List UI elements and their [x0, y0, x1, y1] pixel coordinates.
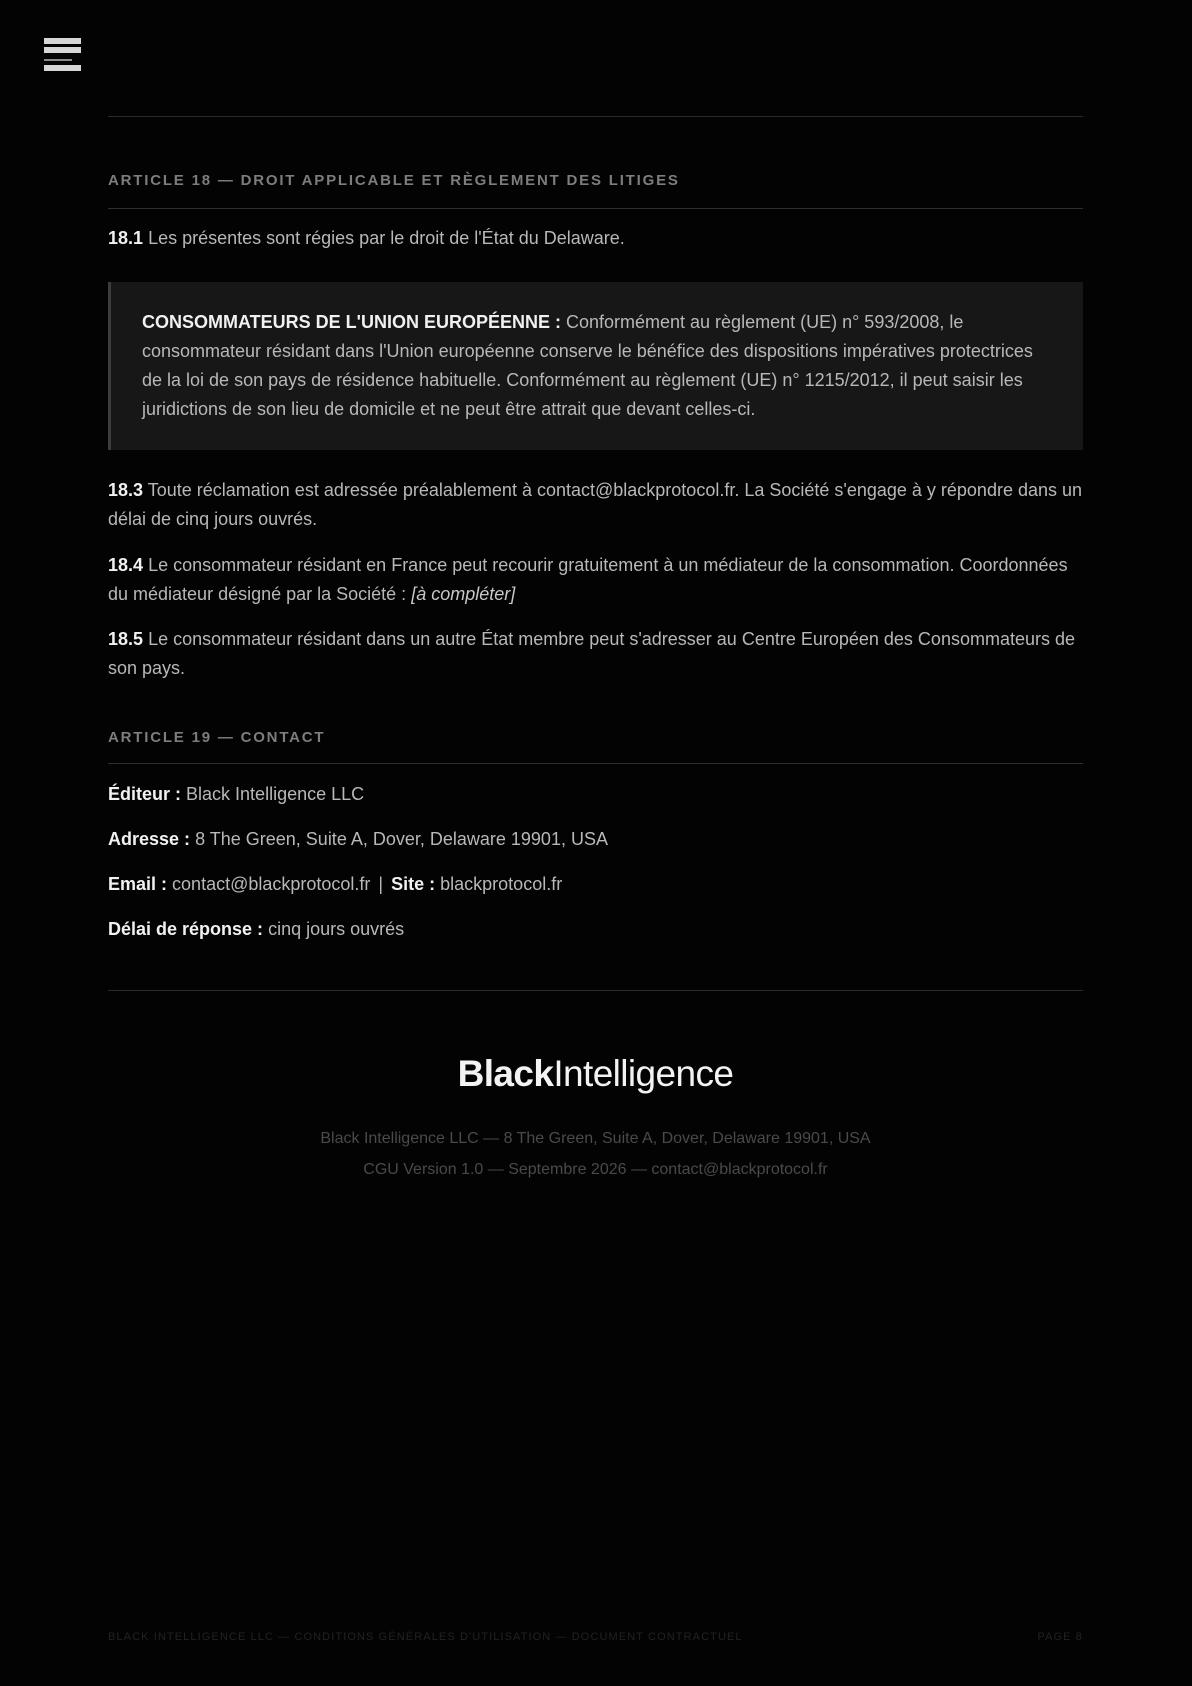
paragraph-18-3: [108, 476, 1083, 534]
hamburger-menu-icon[interactable]: [44, 38, 81, 76]
page-footer-title: BLACK INTELLIGENCE LLC — CONDITIONS GÉNÉRALES D'UTILISATION — DOCUMENT CONTRACTUEL: [108, 1631, 743, 1643]
divider: [108, 763, 1083, 764]
paragraph-text: Le consommateur résidant dans un autre État membre peut s'adresser au Centre Européen des Consommateurs de son pays.: [108, 629, 1076, 678]
mediator-placeholder: [à compléter]: [411, 584, 516, 604]
paragraph-number: 18.5: [108, 629, 144, 649]
paragraph-text: Toute réclamation est adressée préalablement à contact@blackprotocol.fr. La Société s'engage à y répondre dans un délai de cinq jours ouvrés.: [108, 480, 1083, 529]
delay-value: cinq jours ouvrés: [268, 919, 405, 939]
footer-version-line: CGU Version 1.0 — Septembre 2026 — contact@blackprotocol.fr: [363, 1161, 828, 1178]
article-18-heading: ARTICLE 18 — DROIT APPLICABLE ET RÈGLEMENT DES LITIGES: [108, 172, 680, 189]
paragraph-18-5: [108, 625, 1083, 683]
notice-text: Conformément au règlement (UE) n° 593/2008, le consommateur résidant dans l'Union européenne conserve le bénéfice des dispositions impératives protectrices de la loi de son pays de résidence habituelle. Conformément au règlement (UE) n° 1215/2012, il peut saisir les juridictions de son lieu de domicile et ne peut être attrait que devant celles-ci.: [142, 312, 1033, 419]
site-label: Site :: [391, 874, 436, 894]
page-number: PAGE 8: [1037, 1631, 1083, 1643]
notice-label: CONSOMMATEURS DE L'UNION EUROPÉENNE :: [142, 312, 561, 332]
address-value: 8 The Green, Suite A, Dover, Delaware 19901, USA: [195, 829, 608, 849]
site-link[interactable]: blackprotocol.fr: [440, 874, 563, 894]
footer-address-line: Black Intelligence LLC — 8 The Green, Suite A, Dover, Delaware 19901, USA: [320, 1130, 871, 1147]
divider: [108, 990, 1083, 991]
contact-email-site: [108, 870, 1083, 898]
paragraph-number: 18.4: [108, 555, 144, 575]
paragraph-number: 18.1: [108, 228, 144, 248]
divider: [108, 116, 1083, 117]
address-label: Adresse :: [108, 829, 191, 849]
contact-response-delay: [108, 915, 1083, 943]
paragraph-18-1: [108, 224, 1083, 253]
logo-regular-text: Intelligence: [553, 1053, 734, 1094]
eu-consumer-notice: [108, 282, 1083, 450]
email-label: Email :: [108, 874, 168, 894]
email-link[interactable]: contact@blackprotocol.fr: [172, 874, 371, 894]
editor-label: Éditeur :: [108, 784, 182, 804]
article-19-heading: ARTICLE 19 — CONTACT: [108, 729, 326, 746]
contact-editor: [108, 780, 1083, 808]
brand-logo: [108, 1050, 1083, 1098]
page-footer: [108, 1631, 1083, 1643]
contact-address: [108, 825, 1083, 853]
separator: |: [378, 874, 384, 894]
divider: [108, 208, 1083, 209]
delay-label: Délai de réponse :: [108, 919, 264, 939]
editor-value: Black Intelligence LLC: [186, 784, 365, 804]
paragraph-text: Les présentes sont régies par le droit de l'État du Delaware.: [148, 228, 625, 248]
paragraph-number: 18.3: [108, 480, 144, 500]
logo-bold-text: Black: [457, 1053, 554, 1094]
paragraph-18-4: [108, 551, 1083, 609]
paragraph-text: Le consommateur résidant en France peut recourir gratuitement à un médiateur de la consommation. Coordonnées du médiateur désigné par la Société :: [108, 555, 1068, 604]
